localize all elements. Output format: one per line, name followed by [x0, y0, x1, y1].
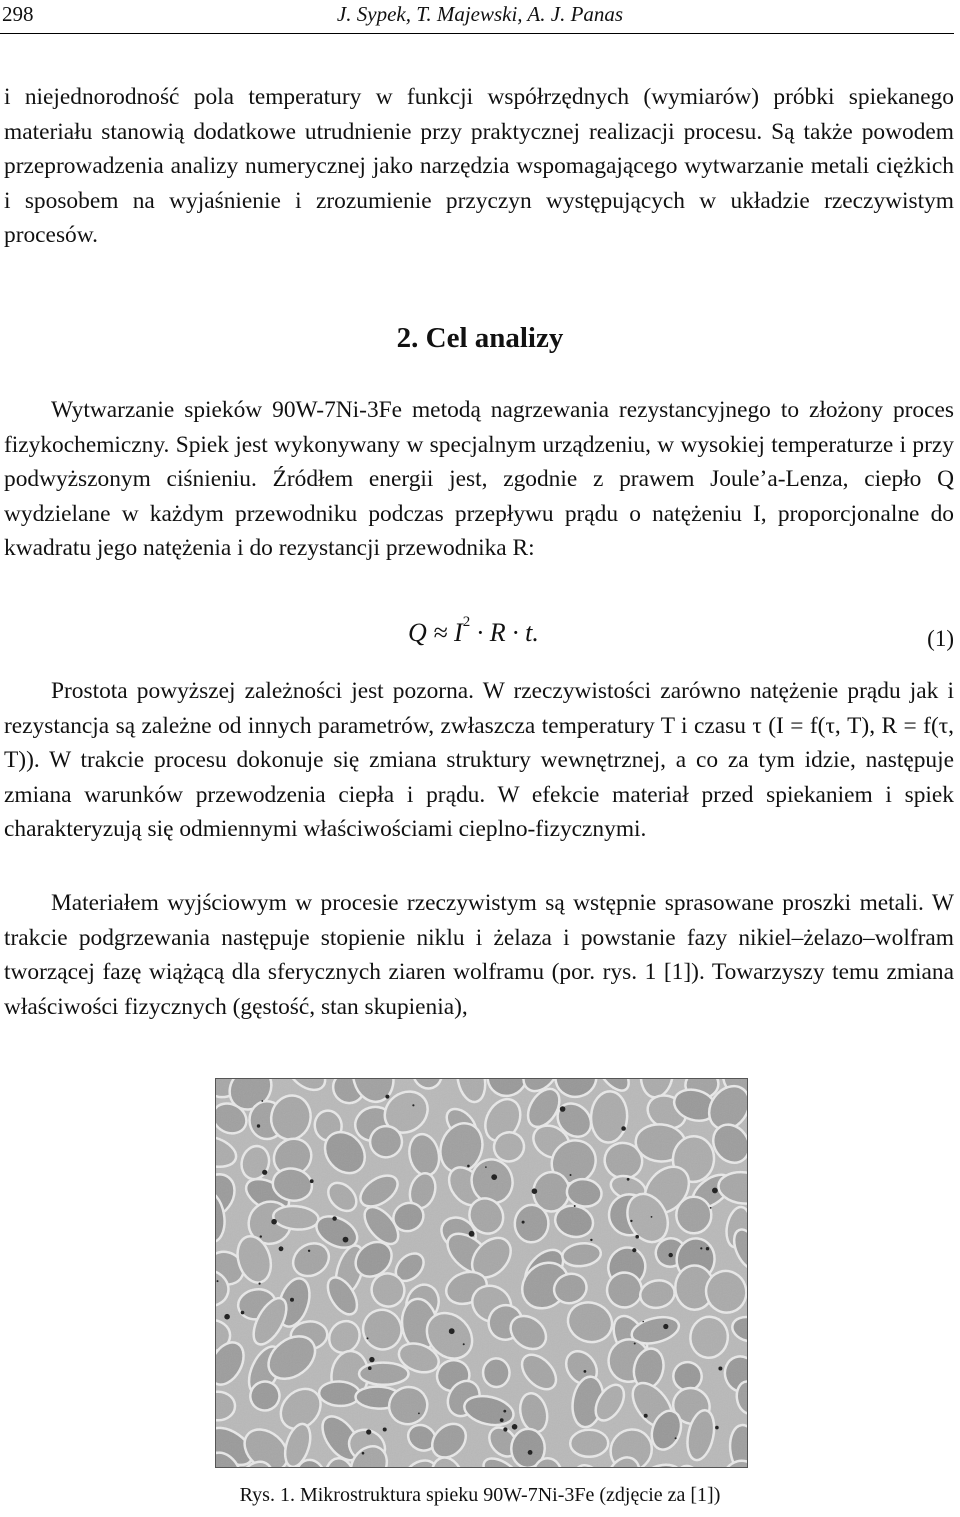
microstructure-figure [215, 1078, 748, 1468]
paragraph-1: i niejednorodność pola temperatury w funkcji współrzędnych (wymiarów) próbki spiekanego materiału stanowią dodatkowe utrudnienie przy praktycznej realizacji procesu. Są także powodem przeprowadzenia analizy numerycznej jako narzędzia wspomagającego wytwarzanie metali ciężkich i sposobem na wyjaśnienie i zrozumienie przyczyn występujących w układzie rzeczywistym procesów. [4, 84, 954, 248]
running-head: J. Sypek, T. Majewski, A. J. Panas [336, 2, 624, 26]
microstructure-image [216, 1079, 747, 1467]
page-number: 298 [2, 2, 34, 26]
paragraph-4: Materiałem wyjściowym w procesie rzeczywistym są wstępnie sprasowane proszki metali. W trakcie podgrzewania następuje stopienie niklu i żelaza i powstanie fazy nikiel–żelazo–wolfram tworzącej fazę wiążącą dla sferycznych ziaren wolframu (por. rys. 1 [1]). Towarzyszy temu zmiana właściwości fizycznych (gęstość, stan skupienia), [4, 890, 954, 1020]
equation-rhs: · R · t. [470, 618, 539, 647]
equation-lhs: Q ≈ I [408, 618, 463, 647]
paragraph-3: Prostota powyższej zależności jest pozorna. W rzeczywistości zarówno natężenie prądu jak i rezystancja są zależne od innych parametrów, zwłaszcza temperatury T i czasu τ (I = f(τ, T), R = f(τ, T)). W trakcie procesu dokonuje się zmiana struktury wewnętrznej, a co za tym idzie, następuje zmiana warunków przewodzenia ciepła i prądu. W efekcie materiał przed spiekaniem i spiek charakteryzują się odmiennymi właściwościami cieplno-fizycznymi. [4, 678, 954, 842]
page-header [0, 0, 960, 34]
equation-number: (1) [927, 626, 954, 651]
equation-exponent: 2 [462, 614, 471, 630]
figure-caption: Rys. 1. Mikrostruktura spieku 90W-7Ni-3Fe (zdjęcie za [1]) [239, 1484, 721, 1506]
equation-1 [0, 614, 954, 666]
section-heading: 2. Cel analizy [396, 322, 564, 354]
noise-overlay [216, 1079, 747, 1467]
paragraph-2: Wytwarzanie spieków 90W-7Ni-3Fe metodą nagrzewania rezystancyjnego to złożony proces fizykochemiczny. Spiek jest wykonywany w specjalnym urządzeniu, w wysokiej temperaturze i przy podwyższonym ciśnieniu. Źródłem energii jest, zgodnie z prawem Joule’a-Lenza, ciepło Q wydzielane w każdym przewodniku podczas przepływu prądu o natężeniu I, proporcjonalne do kwadratu jego natężenia i do rezystancji przewodnika R: [4, 397, 954, 561]
equation-formula [408, 614, 539, 648]
header-rule [0, 33, 954, 34]
